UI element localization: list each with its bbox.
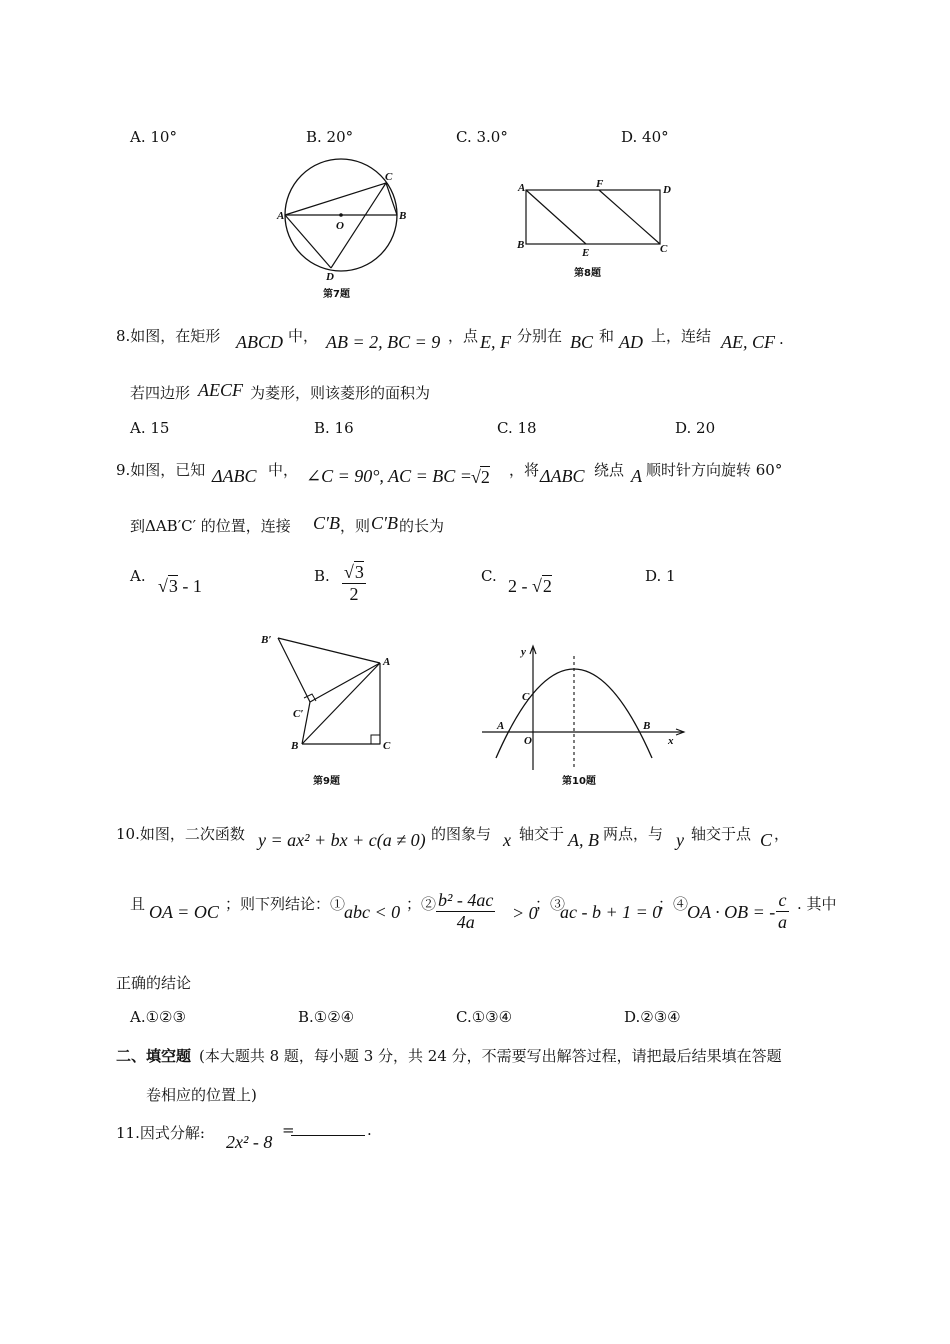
q8-option-d: D. 20	[675, 419, 716, 437]
label-c: C	[383, 740, 391, 752]
label-b: B	[517, 239, 525, 251]
q10-math-function: y = ax² + bx + c(a ≠ 0)	[258, 830, 426, 850]
q9-option-a: √3 - 1	[158, 576, 202, 596]
label-d: D	[663, 184, 671, 196]
q8-math-abcd: ABCD	[236, 332, 283, 352]
label-o: O	[524, 735, 532, 747]
segment-ae	[526, 190, 586, 244]
label-e: E	[582, 247, 590, 259]
chord-cb	[386, 183, 397, 215]
label-b: B	[291, 740, 299, 752]
segment-ac-prime	[310, 663, 380, 702]
q11-label: 11.因式分解:	[116, 1124, 205, 1142]
label-a: A	[518, 182, 526, 194]
figure-10-caption: 第10题	[562, 776, 596, 787]
q11-equals: =	[282, 1121, 295, 1139]
q9-math-sqrt2: √2	[471, 467, 490, 487]
q7-option-c: C. 3.0°	[456, 128, 508, 146]
q8-math-bc: BC	[570, 332, 594, 352]
q7-option-d: D. 40°	[621, 128, 669, 146]
label-y: y	[521, 646, 526, 658]
q11-expression: 2x² - 8	[226, 1132, 273, 1152]
q10-math-c: C	[760, 830, 773, 850]
q10-math-x: x	[503, 830, 511, 850]
q8-math-lengths: AB = 2, BC = 9	[326, 332, 441, 352]
q10-line-3: 正确的结论	[116, 974, 192, 992]
q10-option-b: B.①②④	[298, 1008, 355, 1026]
q8-stem-lead: 8.如图，在矩形	[116, 327, 221, 345]
label-a: A	[383, 656, 391, 668]
q7-option-b: B. 20°	[306, 128, 354, 146]
label-c: C	[522, 691, 530, 703]
label-f: F	[596, 178, 604, 190]
label-b: B	[399, 210, 407, 222]
q9-math-triangle-2: ΔABC	[540, 466, 585, 486]
q9-option-c: 2 - √2	[508, 576, 552, 596]
q10-conclusion-2-ineq: > 0	[512, 903, 538, 923]
figure-8-rectangle	[512, 178, 682, 286]
q10-conclusion-3: ac - b + 1 = 0	[560, 902, 662, 922]
q10-option-c: C.①③④	[456, 1008, 513, 1026]
figure-9-caption: 第9题	[313, 776, 340, 787]
q9-math-conditions: ∠C = 90°, AC = BC =	[306, 466, 472, 486]
label-c: C	[385, 171, 393, 183]
section-2-desc-1: (本大题共 8 题，每小题 3 分，共 24 分，不需要写出解答过程，请把最后结果填在答题	[199, 1047, 782, 1065]
segment-ab	[302, 663, 380, 744]
q9-option-d: D. 1	[645, 567, 676, 585]
label-o: O	[336, 220, 344, 232]
q7-option-a: A. 10°	[130, 128, 177, 146]
label-a: A	[497, 720, 505, 732]
q9-option-c-label: C.	[481, 567, 497, 585]
q8-option-a: A. 15	[130, 419, 170, 437]
figure-9-triangle	[255, 628, 405, 793]
segment-fc	[599, 190, 660, 244]
label-c: C	[660, 243, 668, 255]
q11-answer-blank[interactable]	[291, 1123, 365, 1136]
q9-math-cb: C′B	[313, 513, 340, 533]
q10-math-oa-oc: OA = OC	[149, 902, 219, 922]
label-d: D	[326, 271, 334, 283]
label-c-prime: C′	[293, 708, 304, 720]
q10-option-d: D.②③④	[624, 1008, 681, 1026]
figure-8-caption: 第8题	[574, 268, 601, 279]
chord-ac	[285, 183, 386, 215]
q8-option-c: C. 18	[497, 419, 537, 437]
figure-10-parabola	[480, 640, 695, 790]
q10-math-ab: A, B	[568, 830, 599, 850]
q8-math-ef: E, F	[480, 332, 511, 352]
section-2-title: 二、填空题	[116, 1047, 192, 1065]
q10-conclusion-1: abc < 0	[344, 902, 401, 922]
q10-conclusion-2-fraction: $\frac{\text{b² - 4ac}}{4a}$	[438, 890, 494, 932]
q8-option-b: B. 16	[314, 419, 354, 437]
figure-7-circle	[268, 155, 418, 305]
figure-7-caption: 第7题	[323, 289, 350, 300]
right-angle-c	[371, 735, 380, 744]
section-2-desc-2: 卷相应的位置上)	[146, 1086, 257, 1104]
q9-option-a-label: A.	[130, 567, 146, 585]
rectangle-abcd	[526, 190, 660, 244]
q9-option-b-label: B.	[314, 567, 330, 585]
label-b-prime: B′	[261, 634, 272, 646]
q9-option-b: $\frac{√3}{2}$	[344, 562, 364, 604]
q10-math-y: y	[676, 830, 684, 850]
q9-math-cb-2: C′B	[371, 513, 398, 533]
q8-math-aecf-2: AECF	[198, 380, 243, 400]
label-b: B	[643, 720, 651, 732]
q9-math-point-a: A	[631, 466, 642, 486]
q9-math-triangle: ΔABC	[212, 466, 257, 486]
label-x: x	[668, 735, 674, 747]
q11-period: .	[367, 1121, 372, 1139]
q10-conclusion-4: OA · OB = -	[687, 902, 776, 922]
segment-b-prime-c-prime	[278, 638, 310, 702]
q8-math-aecf: AE, CF	[721, 332, 775, 352]
q8-math-ad: AD	[619, 332, 643, 352]
label-a: A	[277, 210, 285, 222]
segment-ab-prime	[278, 638, 380, 663]
q10-conclusion-4-fraction: $\frac{c}{a}$	[778, 890, 787, 932]
center-point	[339, 213, 343, 217]
q10-option-a: A.①②③	[130, 1008, 186, 1026]
